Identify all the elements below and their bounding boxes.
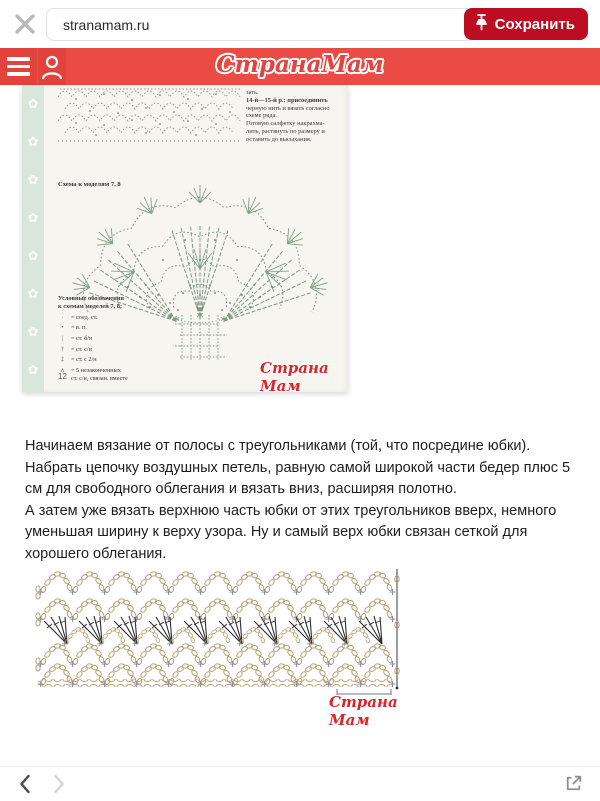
scan-page-number: 12 [58, 372, 67, 381]
forward-icon[interactable] [52, 774, 66, 799]
browser-top-bar [0, 0, 600, 48]
article-text [25, 436, 577, 565]
article-paragraph: А затем уже вязать верхнюю часть юбки от этих треугольников вверх, немного уменьшая ширину к верху узора. Ну и самый верх юбки связан сеткой для хорошего облегания. [25, 502, 557, 562]
chart-legend: Условные обозначения к схемам моделей 7, 8: · = соед. ст. • = в. п. | = ст. б/н † = ст. с/н ‡ = ст. с 2/н ∧ = 5 незаконченных ст. с/н, связан. вместе [58, 295, 162, 382]
legend-item: † = ст. с/н [58, 346, 162, 353]
cluster-symbol: ∧ [60, 366, 65, 374]
single-crochet-symbol: | [61, 334, 64, 342]
hamburger-menu-icon[interactable] [0, 48, 37, 85]
close-icon[interactable] [13, 12, 37, 36]
save-button[interactable] [464, 8, 588, 40]
double-crochet-symbol: † [60, 345, 65, 353]
legend-item: ‡ = ст. с 2/н [58, 356, 162, 363]
browser-bottom-bar [0, 766, 600, 801]
scanned-instructions-text: зать. 14-й—15-й р.: присоединить черную нить и вязать согласно схеме ряда. Готовую салфетку накрахма- лить, растянуть по размеру и оставить до высыхания. [246, 89, 330, 143]
scheme-caption: Схема к моделям 7, 8 [58, 181, 121, 188]
save-button-label: Сохранить [494, 15, 575, 33]
back-icon[interactable] [18, 774, 32, 799]
watermark-strana-mam: Страна Мам [329, 693, 398, 729]
legend-item: · = соед. ст. [58, 314, 162, 321]
pin-icon [474, 13, 489, 35]
legend-item: | = ст. б/н [58, 335, 162, 342]
share-icon[interactable] [563, 773, 584, 799]
url-input[interactable] [46, 8, 474, 41]
legend-item: ∧ = 5 незаконченных [58, 367, 162, 374]
legend-item: • = в. п. [58, 324, 162, 331]
page-ornament-strip: ✿ ✿ ✿ ✿ ✿ ✿ ✿ ✿ [22, 85, 44, 392]
legend-title: Условные обозначения [58, 295, 124, 302]
slip-stitch-symbol: · [61, 313, 64, 321]
band-pattern-chart-image[interactable] [35, 563, 425, 729]
mesh-chart-drawing [56, 87, 246, 147]
user-profile-icon[interactable] [38, 48, 66, 85]
watermark-strana-mam: Страна Мам [260, 359, 329, 395]
chain-stitch-symbol: • [61, 324, 64, 332]
article-paragraph: Начинаем вязание от полосы с треугольниками (той, что посредине юбки). Набрать цепочку воздушных петель, равную самой широкой части бедер плюс 5 см для свободного облегания и вязать вниз, расширяя полотно. [25, 438, 571, 497]
crochet-chart-scan-image[interactable] [22, 85, 348, 395]
site-header [0, 48, 600, 85]
site-logo: СтранаМам [216, 51, 384, 78]
treble-crochet-symbol: ‡ [60, 356, 65, 364]
